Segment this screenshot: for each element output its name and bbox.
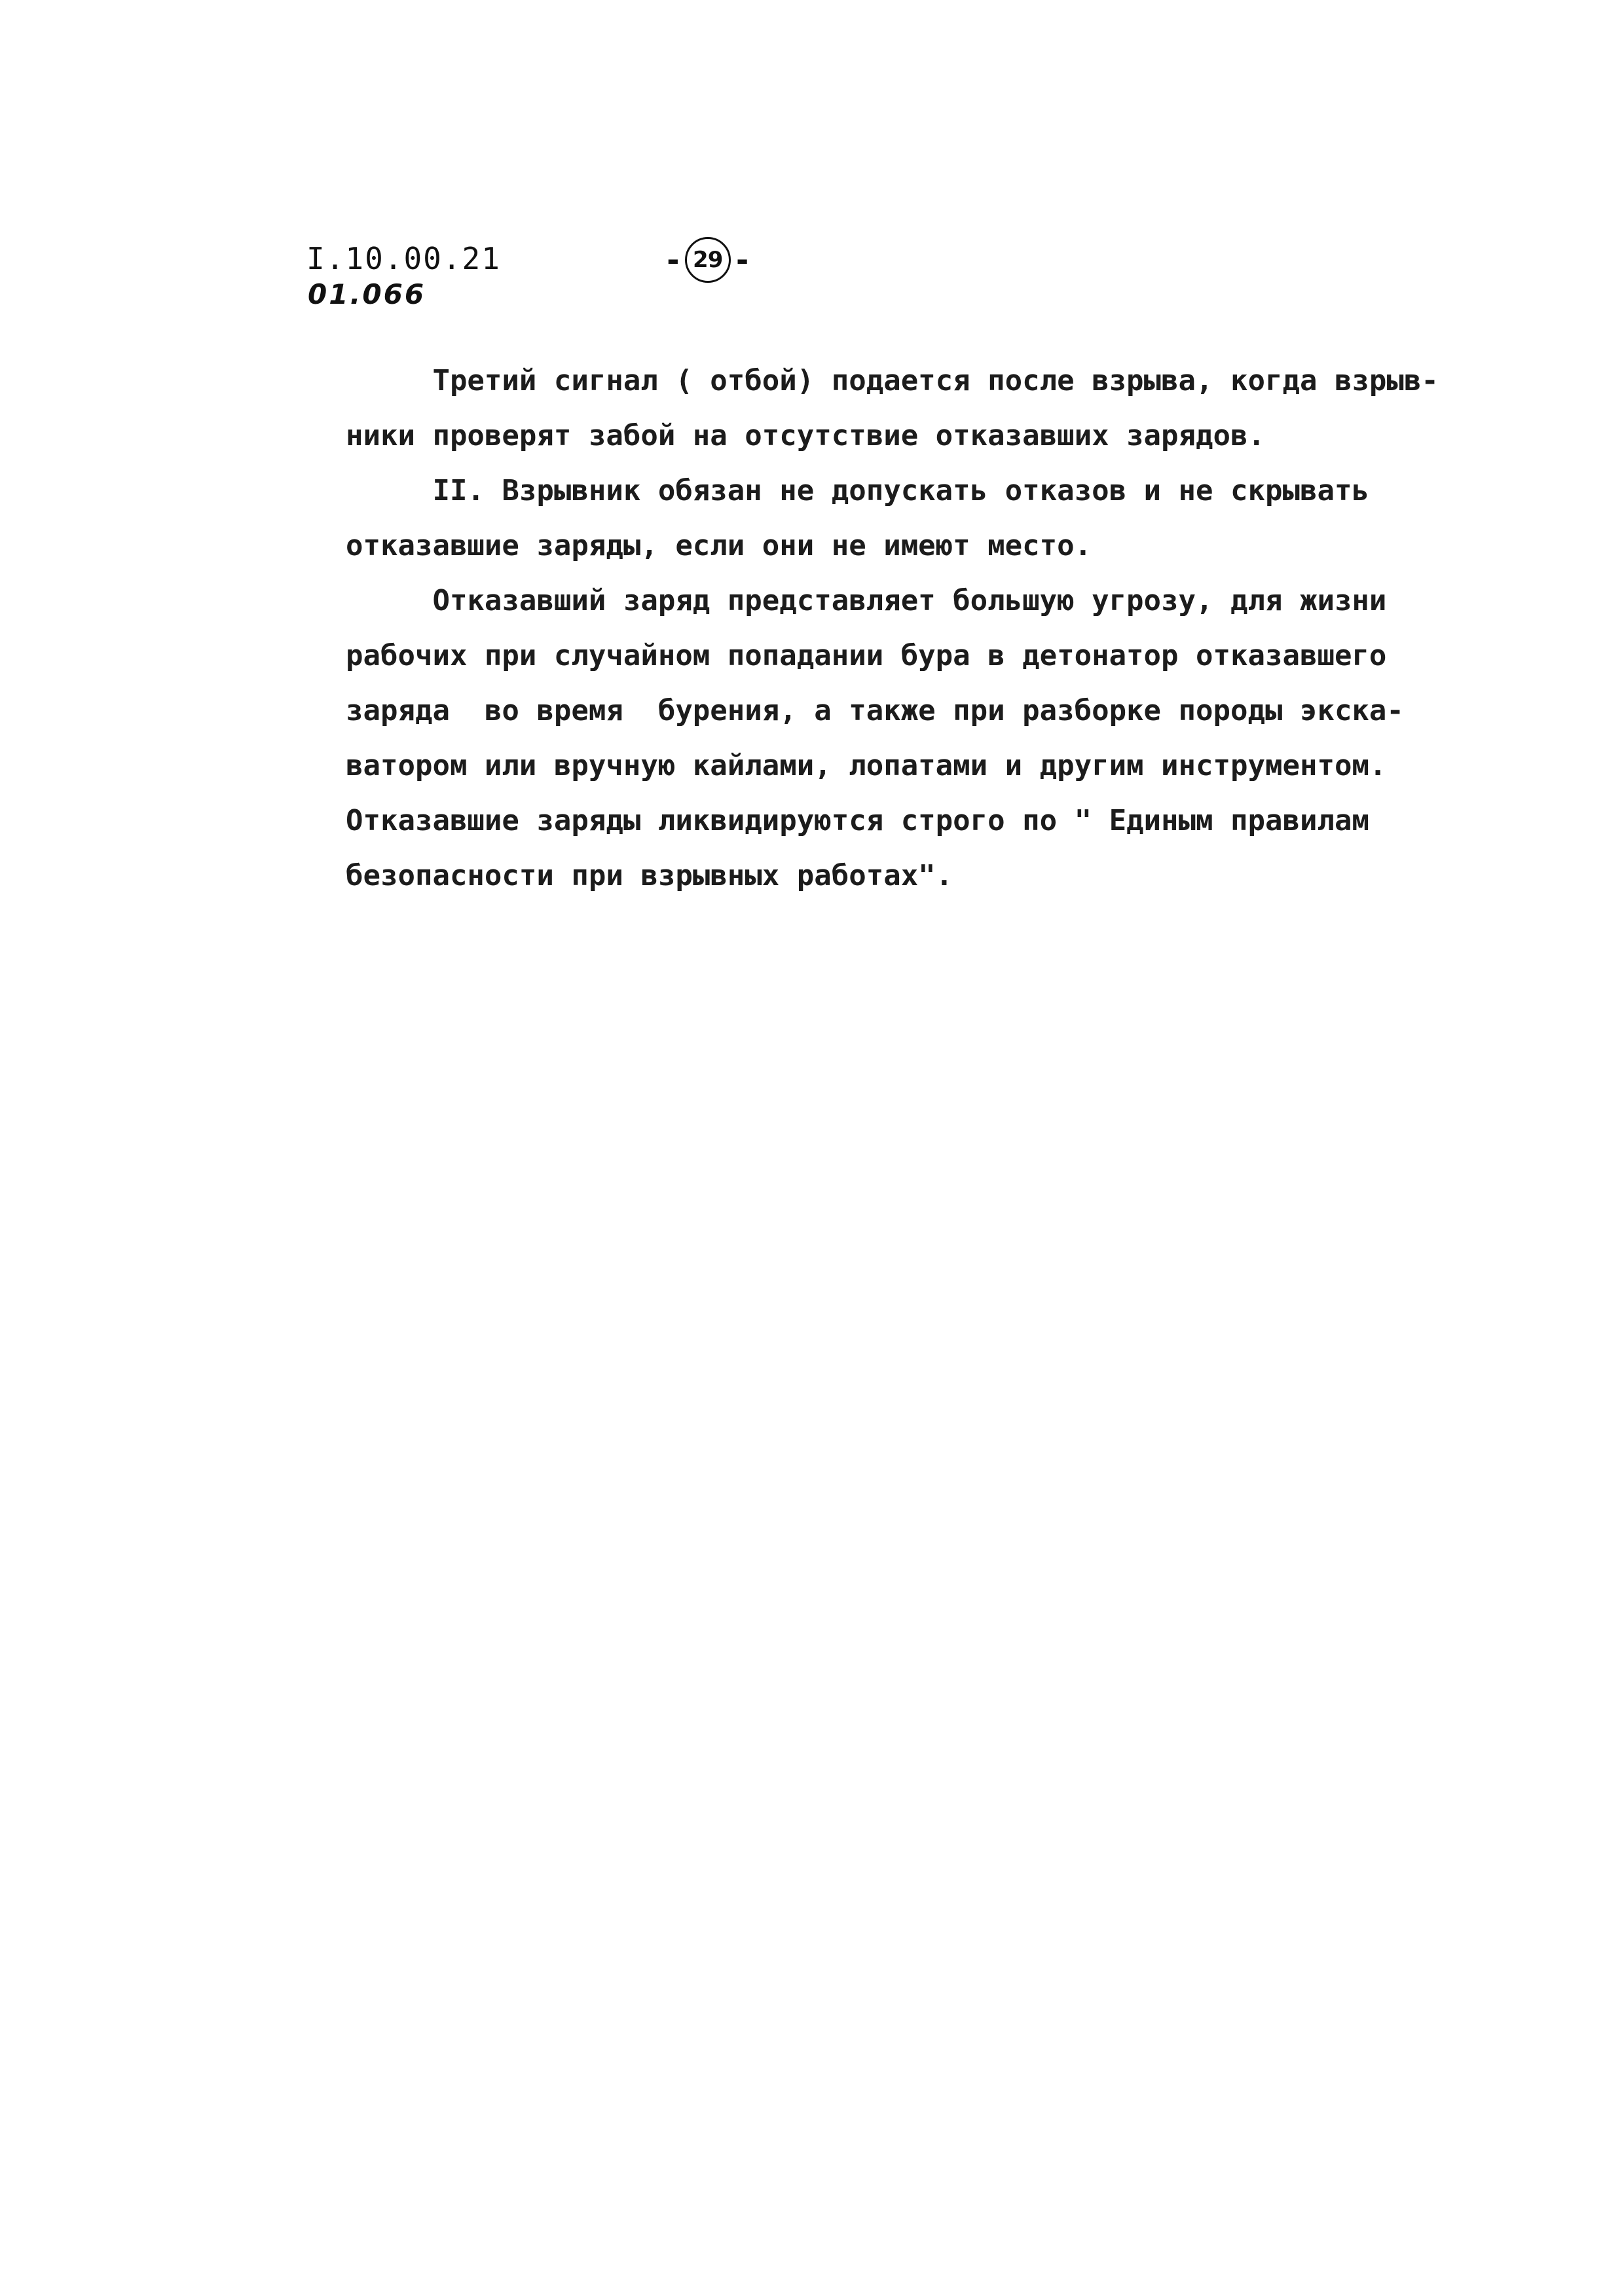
text-line: заряда во время бурения, а также при разборке породы экска- <box>346 694 1404 727</box>
text-line: Отказавший заряд представляет большую угрозу, для жизни <box>346 584 1387 617</box>
page-number-prefix: - <box>664 242 682 278</box>
text-line: рабочих при случайном попадании бура в детонатор отказавшего <box>346 639 1387 672</box>
text-line: ники проверят забой на отсутствие отказавших зарядов. <box>346 419 1265 452</box>
text-line: ватором или вручную кайлами, лопатами и другим инструментом. <box>346 749 1387 782</box>
text-line: безопасности при взрывных работах". <box>346 859 953 892</box>
body-text <box>346 354 1439 903</box>
text-line: отказавшие заряды, если они не имеют место. <box>346 529 1092 562</box>
text-line: II. Взрывник обязан не допускать отказов и не скрывать <box>346 474 1369 507</box>
page-number-circle: 29 <box>685 237 731 283</box>
document-subcode: 01.066 <box>308 278 426 310</box>
text-line: Третий сигнал ( отбой) подается после взрыва, когда взрыв- <box>346 364 1439 397</box>
page-number <box>661 237 754 283</box>
document-code: I.10.00.21 <box>306 241 501 276</box>
page-number-suffix: - <box>733 242 752 278</box>
text-line: Отказавшие заряды ликвидируются строго по " Единым правилам <box>346 804 1369 837</box>
